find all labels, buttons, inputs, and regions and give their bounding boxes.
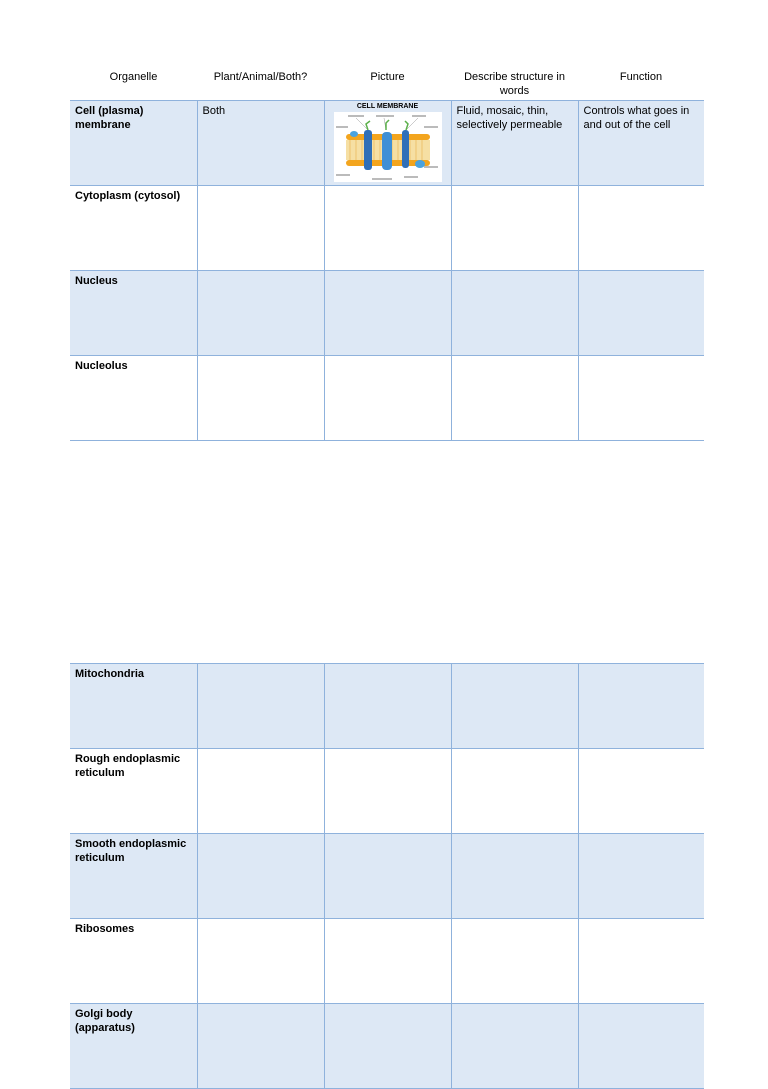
function-cell[interactable] [578,186,704,271]
picture-cell[interactable] [324,1004,451,1089]
header-structure: Describe structure in words [464,71,565,97]
picture-cell[interactable] [324,356,451,441]
header-row [70,65,704,101]
structure-cell[interactable] [451,356,578,441]
plant-animal-cell[interactable] [197,356,324,441]
function-cell[interactable] [578,664,704,749]
structure-cell[interactable] [451,834,578,919]
plant-animal-cell[interactable] [197,186,324,271]
table-row [70,919,704,1004]
structure-cell[interactable] [451,1004,578,1089]
picture-cell[interactable] [324,919,451,1004]
structure-cell[interactable] [451,919,578,1004]
organelle-name: Golgi body (apparatus) [70,1004,197,1089]
plant-animal-cell[interactable] [197,664,324,749]
membrane-picture-title: CELL MEMBRANE [356,103,419,110]
function-cell[interactable] [578,919,704,1004]
organelle-name: Cell (plasma) membrane [70,101,197,186]
function-cell[interactable] [578,271,704,356]
table-row [70,101,704,186]
picture-cell[interactable] [324,664,451,749]
picture-cell[interactable] [324,101,451,186]
structure-cell[interactable] [451,186,578,271]
table-row [70,749,704,834]
header-function: Function [619,71,663,83]
organelle-name: Smooth endoplasmic reticulum [70,834,197,919]
table-row [70,186,704,271]
structure-cell[interactable] [451,664,578,749]
header-organelle: Organelle [109,71,158,83]
organelle-name: Cytoplasm (cytosol) [70,186,197,271]
organelle-name: Ribosomes [70,919,197,1004]
organelle-table-bottom [70,663,704,1089]
organelle-name: Nucleus [70,271,197,356]
structure-cell[interactable]: Fluid, mosaic, thin, selectively permeable [451,101,578,186]
table-row [70,356,704,441]
table-row [70,1004,704,1089]
table-row [70,271,704,356]
header-plant-animal: Plant/Animal/Both? [213,71,308,83]
organelle-name: Mitochondria [70,664,197,749]
plant-animal-cell[interactable] [197,749,324,834]
function-cell[interactable] [578,1004,704,1089]
organelle-name: Nucleolus [70,356,197,441]
function-cell[interactable] [578,834,704,919]
plant-animal-cell[interactable] [197,271,324,356]
picture-cell[interactable] [324,271,451,356]
organelle-name: Rough endoplasmic reticulum [70,749,197,834]
table-row [70,834,704,919]
structure-cell[interactable] [451,749,578,834]
cell-membrane-image [334,112,442,182]
plant-animal-cell[interactable] [197,834,324,919]
function-cell[interactable]: Controls what goes in and out of the cell [578,101,704,186]
structure-cell[interactable] [451,271,578,356]
picture-cell[interactable] [324,749,451,834]
table-row [70,664,704,749]
organelle-table-top [70,65,704,441]
picture-cell[interactable] [324,186,451,271]
function-cell[interactable] [578,749,704,834]
picture-cell[interactable] [324,834,451,919]
plant-animal-cell[interactable] [197,919,324,1004]
function-cell[interactable] [578,356,704,441]
plant-animal-cell[interactable] [197,1004,324,1089]
header-picture: Picture [370,71,405,83]
plant-animal-cell[interactable]: Both [197,101,324,186]
